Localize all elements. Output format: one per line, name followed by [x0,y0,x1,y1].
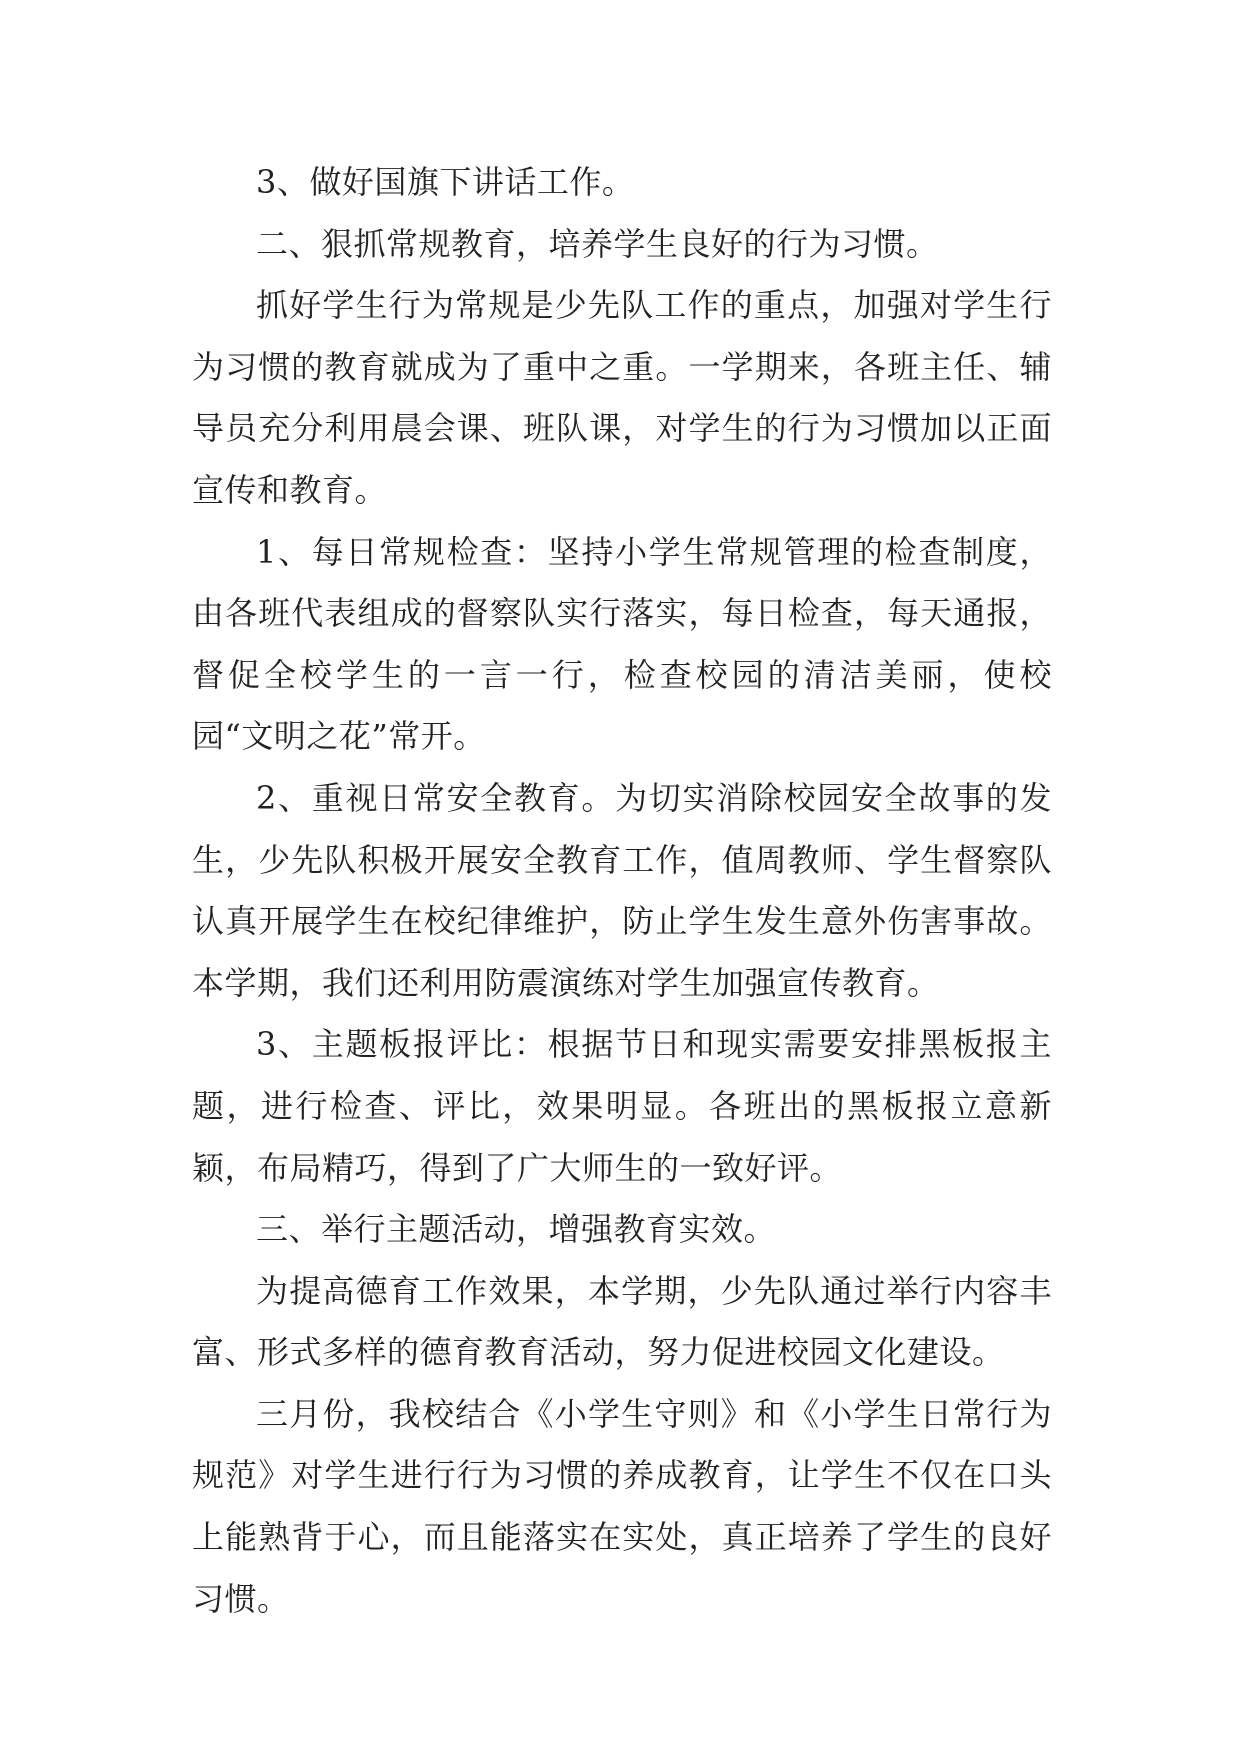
paragraph-moral-activities: 为提高德育工作效果，本学期，少先队通过举行内容丰富、形式多样的德育教育活动，努力促进校园文化建设。 [192,1271,1052,1372]
paragraph-item-3: 3、做好国旗下讲话工作。 [256,163,635,201]
paragraph-behavior-norms: 抓好学生行为常规是少先队工作的重点，加强对学生行为习惯的教育就成为了重中之重。一学期来，各班主任、辅导员充分利用晨会课、班队课，对学生的行为习惯加以正面宣传和教育。 [192,286,1052,509]
paragraph-safety-education: 2、重视日常安全教育。为切实消除校园安全故事的发生，少先队积极开展安全教育工作，值周教师、学生督察队认真开展学生在校纪律维护，防止学生发生意外伤害事故。本学期，我们还利用防震演练对学生加强宣传教育。 [192,778,1052,1002]
paragraph-daily-check: 1、每日常规检查：坚持小学生常规管理的检查制度，由各班代表组成的督察队实行落实，每日检查，每天通报，督促全校学生的一言一行，检查校园的清洁美丽，使校园“文明之花”常开。 [192,532,1052,756]
document-body [192,152,1052,1630]
paragraph-blackboard-contest: 3、主题板报评比：根据节日和现实需要安排黑板报主题，进行检查、评比，效果明显。各班出的黑板报立意新颖，布局精巧，得到了广大师生的一致好评。 [192,1025,1052,1187]
section-heading-2: 二、狠抓常规教育，培养学生良好的行为习惯。 [256,224,939,263]
paragraph-march-activities: 三月份，我校结合《小学生守则》和《小学生日常行为规范》对学生进行行为习惯的养成教育，让学生不仅在口头上能熟背于心，而且能落实在实处，真正培养了学生的良好习惯。 [192,1394,1052,1618]
section-heading-3: 三、举行主题活动，增强教育实效。 [256,1210,777,1249]
